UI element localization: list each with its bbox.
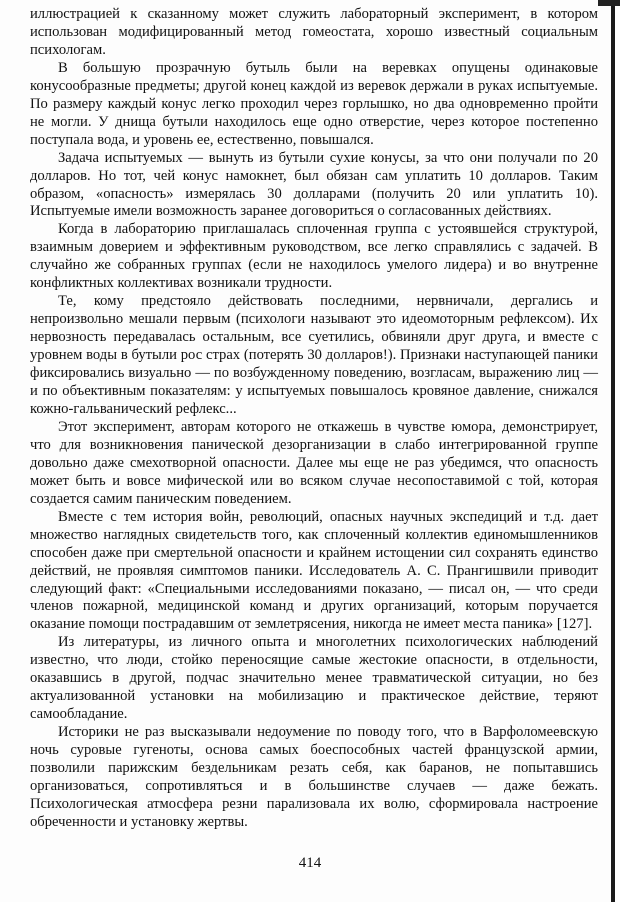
paragraph: Историки не раз высказывали недоумение по поводу того, что в Варфоломеевскую ночь суровые гугеноты, основа самых боеспособных частей французской армии, позволили парижским бездельникам резать себя, как баранов, не попытавшись организоваться, сопротивляться и в большинстве случаев — даже бежать. Психологическая атмосфера резни парализовала их волю, сформировала настроение обреченности и установку жертвы.	[30, 724, 598, 830]
paragraph: иллюстрацией к сказанному может служить лабораторный эксперимент, в котором использован модифицированный метод гомеостата, хорошо известный социальным психологам.	[30, 6, 598, 58]
paragraph: Из литературы, из личного опыта и многолетних психологических наблюдений известно, что люди, стойко переносящие самые жестокие опасности, в отдельности, оказавшись в другой, подчас значительно менее травматической ситуации, но без актуализованной установки на мобилизацию и практическое действие, теряют самообладание.	[30, 634, 598, 723]
paragraph: Когда в лабораторию приглашалась сплоченная группа с устоявшейся структурой, взаимным доверием и эффективным руководством, все легко справлялись с задачей. В случайно же собранных группах (если не находилось умелого лидера) и во внутренне конфликтных коллективах возникали трудности.	[30, 221, 598, 292]
page-number: 414	[298, 855, 322, 871]
body-text	[30, 6, 598, 832]
paragraph: В большую прозрачную бутыль были на веревках опущены одинаковые конусообразные предметы; другой конец каждой из веревок держали в руках испытуемые. По размеру каждый конус легко проходил через горлышко, но два одновременно пройти не могли. У днища бутыли находилось еще одно отверстие, через которое постепенно поступала вода, и уровень ее, естественно, повышался.	[30, 59, 598, 148]
paragraph: Этот эксперимент, авторам которого не откажешь в чувстве юмора, демонстрирует, что для возникновения панической дезорганизации в слабо интегрированной группе довольно даже смехотворной опасности. Далее мы еще не раз убедимся, что опасность может быть и вовсе мифической или во всяком случае несопоставимой с той, которая создается самим паническим поведением.	[30, 418, 598, 507]
paragraph: Вместе с тем история войн, революций, опасных научных экспедиций и т.д. дает множество наглядных свидетельств того, как сплоченный коллектив единомышленников способен даже при смертельной опасности и крайнем истощении сил сохранять единство действий, не проявляя симптомов паники. Исследователь А. С. Прангишвили приводит следующий факт: «Специальными исследованиями показано, — писал он, — что среди членов пожарной, медицинской команд и других организаций, которым поручается оказание помощи пострадавшим от землетрясения, никогда не имеет места паника» [127].	[30, 508, 598, 633]
paragraph: Задача испытуемых — вынуть из бутыли сухие конусы, за что они получали по 20 долларов. Но тот, чей конус намокнет, был обязан сам уплатить 10 долларов. Таким образом, «опасность» измерялась 30 долларами (получить 20 или уплатить 10). Испытуемые имели возможность заранее договориться о согласованных действиях.	[30, 149, 598, 220]
paragraph: Те, кому предстояло действовать последними, нервничали, дергались и непроизвольно мешали первым (психологи называют это идеомоторным рефлексом). Их нервозность передавалась остальным, все суетились, обвиняли друг друга, и вместе с уровнем воды в бутыли рос страх (потерять 30 долларов!). Признаки наступающей паники фиксировались визуально — по возбужденному поведению, возгласам, выражению лиц — и по объективным показателям: у испытуемых повышалось кровяное давление, снижался кожно-гальванический рефлекс...	[30, 293, 598, 417]
scan-edge-border	[611, 0, 620, 902]
scan-edge-corner	[598, 0, 620, 6]
